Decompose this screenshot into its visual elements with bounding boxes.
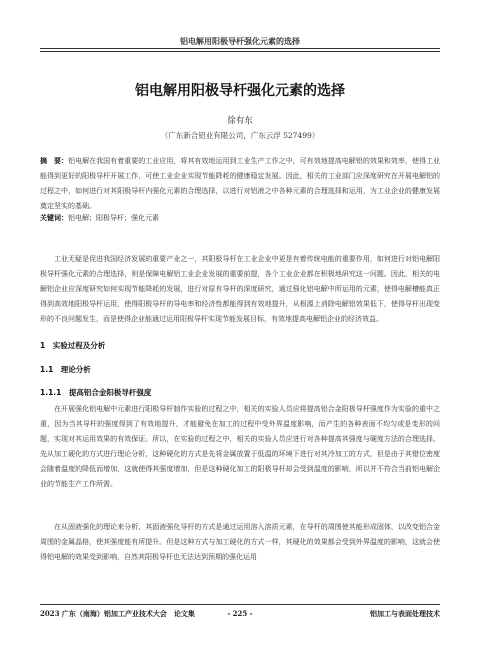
page-number: - 225 - [227, 609, 253, 618]
abstract-label: 摘 要： [40, 157, 69, 165]
footer-rule [40, 604, 440, 605]
body-paragraph-2: 在从固液强化的理论来分析，其固液强化导杆的方式是通过运用溶入溶质元素，在导杆的周围使其能形成固体，以改变铝合金周围的金属晶格，使其强度能有所提升。但是这种方式与加工硬化的方式一样，其硬化的效果都会受到外界温度的影响，这就会使得铝电解的效果受到影响，自然其阳极导杆也无法达到预期的强化运用 [40, 523, 440, 561]
keywords [40, 212, 440, 224]
header-rule-thin [40, 51, 440, 52]
body-paragraph-1: 在开展强化铝电解中元素进行阳极导杆制作实验的过程之中，相关的实验人员应将提高铝合金阳极导杆强度作为实验的重中之重，因为当其导杆的强度得到了有效地提升，才能避免在加工的过程中受外界温度影响，而产生的各种表面不均匀或是变形的问题，实现对其运用效果的有效保证。所以，在实验的过程之中，相关的实验人员应进行对各种提高其强度与硬度方法的合理选择，先从加工硬化的方式进行理论分析，这种硬化的方式是先将金属放置于低温的环境下进行对其冷加工的方式，但是由于其错位密度会随着温度的降低而增加，这就使得其强度增加，但是这种硬化加工的阳极导杆却会受到温度的影响，所以并不符合当前铝电解企业的节能生产工作所需。 [40, 405, 440, 488]
footer-conference: 2023 广东（南海）铝加工产业技术大会 论文集 [40, 609, 195, 618]
section-heading-1-1: 1.1 理论分析 [40, 365, 91, 374]
abstract-text: 铝电解在我国有着重要的工业应用，将其有效地运用到工业生产工作之中，可有效地提高电解铝的效果和效率，使得工业能得到更好的阳极导杆开展工作，可使工业企业实现节能降耗的健康稳定发展。因此，相关的工业部门应深度研究在开展电解铝的过程之中，如何进行对其阳极导杆内强化元素的合理选择，以进行对铝液之中各种元素的合理选择和运用，为工业企业的健康发展奠定坚实的基础。 [40, 157, 441, 210]
section-heading-1: 1 实验过程及分析 [40, 341, 106, 350]
affiliation: （广东新合铝业有限公司，广东云浮 527499） [160, 131, 320, 140]
paper-title: 铝电解用阳极导杆强化元素的选择 [135, 83, 345, 99]
header-rule [40, 48, 440, 49]
section-heading-1-1-1: 1.1.1 提高铝合金阳极导杆强度 [40, 388, 152, 397]
footer-journal: 铝加工与表面处理技术 [370, 609, 440, 618]
running-head: 铝电解用阳极导杆强化元素的选择 [180, 36, 300, 46]
keywords-label: 关键词： [40, 214, 68, 222]
intro-paragraph: 工业无疑是促进我国经济发展的重要产业之一，其阳极导杆在工业企业中更是有着传统电能的重要作用，如何进行对铝电解阳极导杆强化元素的合理选择，则是保障电解铝工业企业发展的重要前提，各个工业企业都在积极地研究这一问题。因此，相关的电解铝企业应深度研究如何实现节能降耗的发展，进行对原有导杆的深度研究，通过强化铝电解中所运用的元素，使得电解槽能真正得到高效地阳极导杆运用，使得阳极导杆的导电率和经济性都能得到有效地提升，从根源上消除电解铝效果低下，使得导杆出现变形的不良问题发生，而是使得企业能通过运用阳极导杆实现节能发展目标，有效地提高电解铝企业的经济效益。 [40, 255, 440, 323]
author: 徐有东 [227, 116, 253, 126]
keywords-text: 铝电解；阳极导杆；强化元素 [68, 214, 159, 222]
abstract [40, 154, 440, 214]
